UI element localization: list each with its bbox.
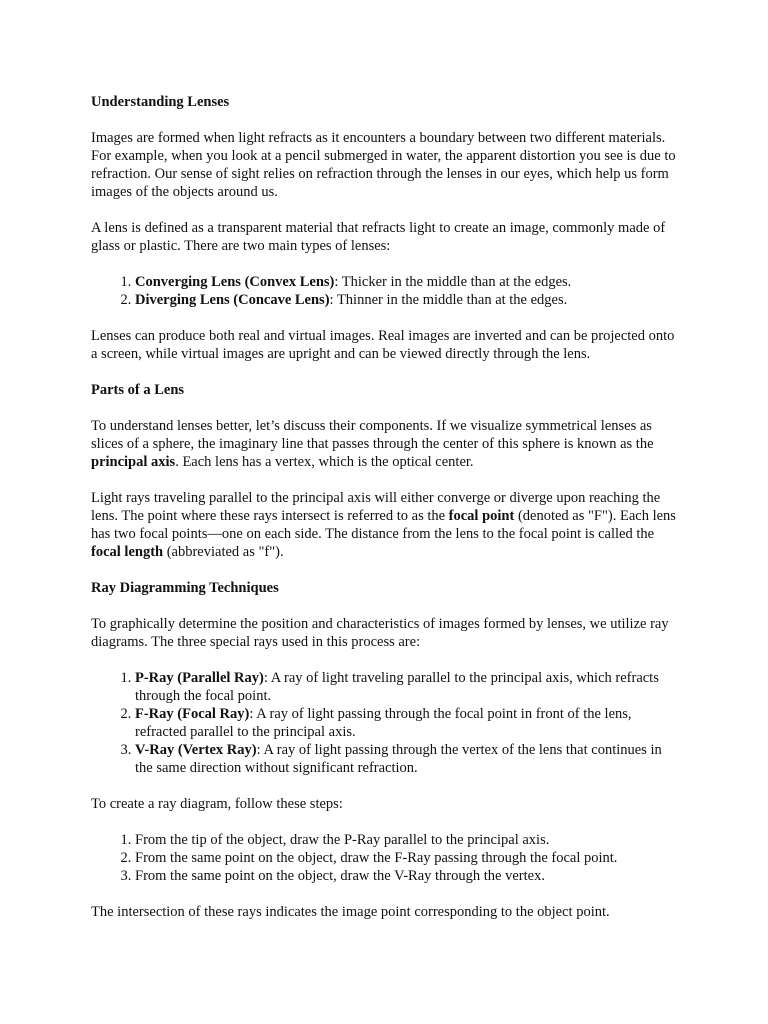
parts-heading: Parts of a Lens bbox=[91, 382, 185, 398]
list-item bbox=[135, 273, 681, 291]
lens-type-desc: : Thinner in the middle than at the edges. bbox=[329, 292, 568, 308]
list-item bbox=[135, 741, 681, 777]
parts-paragraph-1 bbox=[91, 417, 681, 471]
document-title: Understanding Lenses bbox=[91, 94, 230, 110]
ray-desc: : A ray of light traveling parallel to the principal axis, which refracts through the focal point. bbox=[135, 670, 659, 704]
steps-list bbox=[91, 831, 681, 885]
lens-type-desc: : Thicker in the middle than at the edges. bbox=[334, 274, 572, 290]
lens-type-term: Converging Lens (Convex Lens) bbox=[135, 274, 335, 290]
list-item bbox=[135, 669, 681, 705]
rays-list bbox=[91, 669, 681, 777]
intro-paragraph-1: Images are formed when light refracts as it encounters a boundary between two different materials. For example, when you look at a pencil submerged in water, the apparent distortion you see is due to refraction. Our sense of sight relies on refraction through the lenses in our eyes, which help us form images of the objects around us. bbox=[91, 130, 676, 200]
focal-length-term: focal length bbox=[91, 544, 164, 560]
ray-term: P-Ray (Parallel Ray) bbox=[135, 670, 264, 686]
ray-desc: : A ray of light passing through the focal point in front of the lens, refracted parallel to the principal axis. bbox=[135, 706, 632, 740]
focal-point-term: focal point bbox=[448, 508, 515, 524]
ray-term: V-Ray (Vertex Ray) bbox=[135, 742, 257, 758]
ray-term: F-Ray (Focal Ray) bbox=[135, 706, 250, 722]
text-run: To understand lenses better, let’s discuss their components. If we visualize symmetrical lenses as slices of a sphere, the imaginary line that passes through the center of this sphere is known as the bbox=[91, 418, 654, 452]
list-item bbox=[135, 291, 681, 309]
principal-axis-term: principal axis bbox=[91, 454, 176, 470]
document-page bbox=[91, 93, 681, 939]
lens-types-list bbox=[91, 273, 681, 309]
list-item: 2. From the same point on the object, draw the F-Ray passing through the focal point. bbox=[135, 849, 681, 867]
rays-intro: To graphically determine the position and characteristics of images formed by lenses, we utilize ray diagrams. The three special rays used in this process are: bbox=[91, 616, 669, 650]
parts-paragraph-2 bbox=[91, 489, 681, 561]
list-item: 1. From the tip of the object, draw the P-Ray parallel to the principal axis. bbox=[135, 831, 681, 849]
images-paragraph: Lenses can produce both real and virtual images. Real images are inverted and can be projected onto a screen, while virtual images are upright and can be viewed directly through the lens. bbox=[91, 328, 675, 362]
text-run: Light rays traveling parallel to the principal axis will either converge or diverge upon reaching the lens. The point where these rays intersect is referred to as the bbox=[91, 490, 661, 524]
text-run: (abbreviated as "f"). bbox=[163, 544, 284, 560]
conclusion-paragraph: The intersection of these rays indicates the image point corresponding to the object point. bbox=[91, 904, 610, 920]
rays-heading: Ray Diagramming Techniques bbox=[91, 580, 279, 596]
list-item: 3. From the same point on the object, draw the V-Ray through the vertex. bbox=[135, 867, 681, 885]
ray-desc: : A ray of light passing through the vertex of the lens that continues in the same direction without significant refraction. bbox=[135, 742, 662, 776]
steps-intro: To create a ray diagram, follow these steps: bbox=[91, 796, 343, 812]
intro-paragraph-2: A lens is defined as a transparent material that refracts light to create an image, commonly made of glass or plastic. There are two main types of lenses: bbox=[91, 220, 666, 254]
text-run: . Each lens has a vertex, which is the optical center. bbox=[175, 454, 474, 470]
list-item bbox=[135, 705, 681, 741]
lens-type-term: Diverging Lens (Concave Lens) bbox=[135, 292, 330, 308]
text-run: (denoted as "F"). Each lens has two focal points—one on each side. The distance from the lens to the focal point is called the bbox=[91, 508, 676, 542]
